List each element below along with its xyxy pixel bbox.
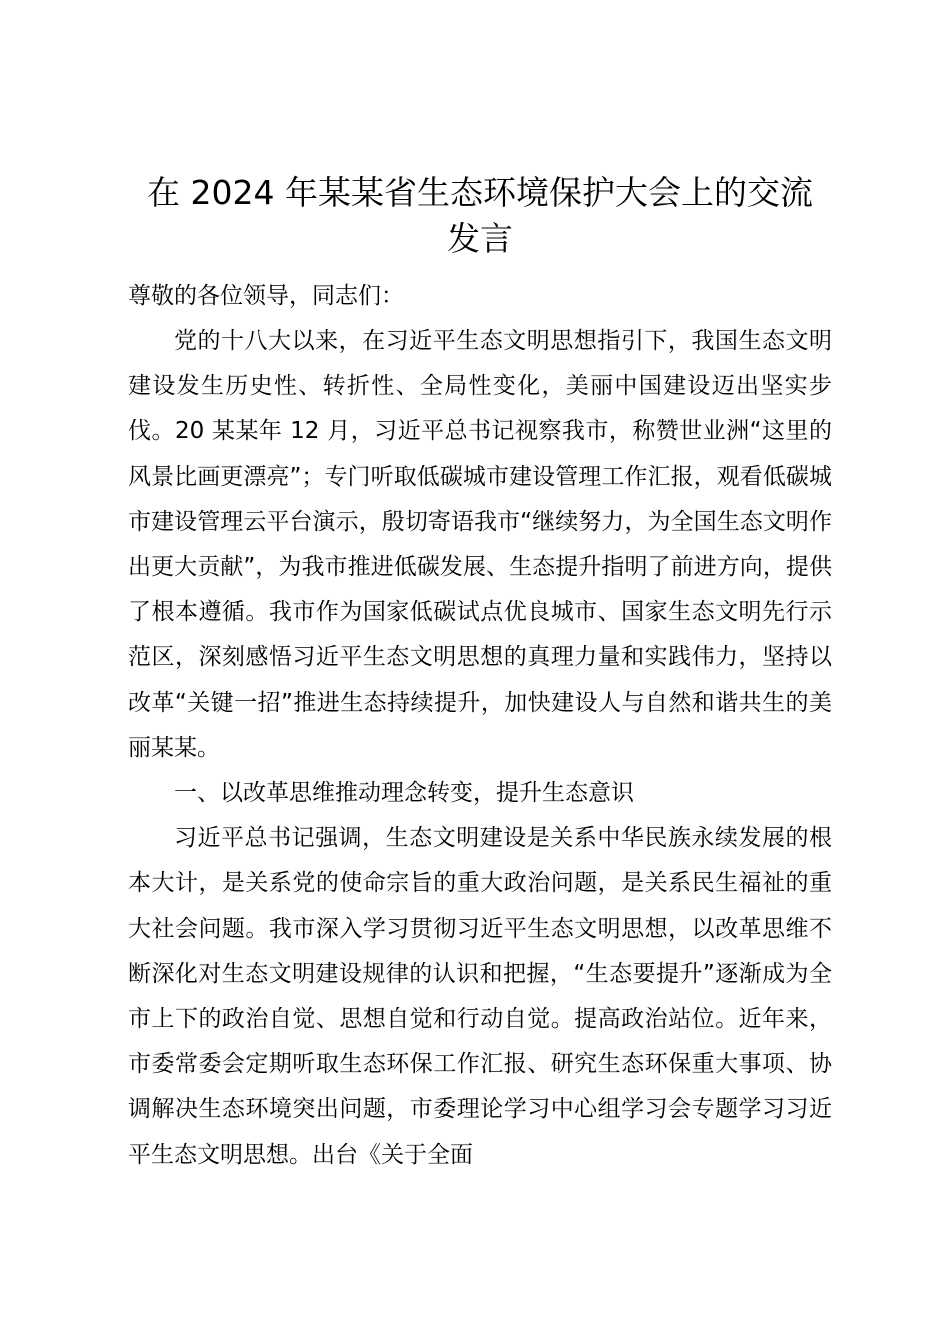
document-title-line-1: 在 2024 年某某省生态环境保护大会上的交流 (147, 173, 813, 212)
paragraph-section-1: 习近平总书记强调，生态文明建设是关系中华民族永续发展的根本大计，是关系党的使命宗旨的重大政治问题，是关系民生福祉的重大社会问题。我市深入学习贯彻习近平生态文明思想，以改革思维不断深化对生态文明建设规律的认识和把握，“生态要提升”逐渐成为全市上下的政治自觉、思想自觉和行动自觉。提高政治站位。近年来，市委常委会定期听取生态环保工作汇报、研究生态环保重大事项、协调解决生态环境突出问题，市委理论学习中心组学习会专题学习习近平生态文明思想。出台《关于全面 (128, 825, 832, 1168)
section-heading-1: 一、以改革思维推动理念转变，提升生态意识 (174, 780, 634, 807)
document-page (128, 170, 832, 1178)
document-title (128, 170, 832, 262)
document-title-line-2: 发言 (447, 219, 513, 258)
salutation: 尊敬的各位领导，同志们： (128, 283, 404, 309)
paragraph-intro: 党的十八大以来，在习近平生态文明思想指引下，我国生态文明建设发生历史性、转折性、全局性变化，美丽中国建设迈出坚实步伐。20 某某年 12 月，习近平总书记视察我市，称赞世业洲“这里的风景比画更漂亮”；专门听取低碳城市建设管理工作汇报，观看低碳城市建设管理云平台演示，殷切寄语我市“继续努力，为全国生态文明作出更大贡献”，为我市推进低碳发展、生态提升指明了前进方向，提供了根本遵循。我市作为国家低碳试点优良城市、国家生态文明先行示范区，深刻感悟习近平生态文明思想的真理力量和实践伟力，坚持以改革“关键一招”推进生态持续提升，加快建设人与自然和谐共生的美丽某某。 (128, 328, 832, 761)
